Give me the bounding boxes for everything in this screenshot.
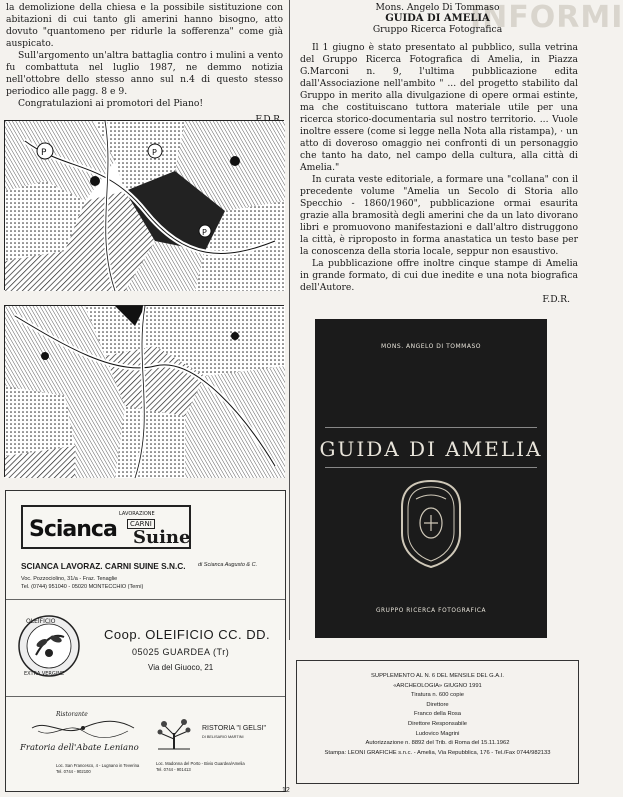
left-article: [6, 2, 283, 126]
town-plan-map-bottom: [4, 305, 284, 477]
scianca-address-line-2: Tel. (0744) 951040 - 05020 MONTECCHIO (Terni): [21, 584, 144, 590]
colophon-line-9: Stampa: LEONI GRAFICHE s.n.c. - Amelia, Via Repubblica, 176 - Tel./Fax 0744/982133: [324, 749, 551, 756]
article-title: GUIDA DI AMELIA: [385, 13, 490, 24]
ristorante-name: Fratoria dell'Abate Leniano: [20, 743, 139, 753]
gelsi-address: [156, 761, 245, 773]
scianca-logo-suine: Suine: [133, 527, 191, 548]
scianca-logo: [21, 505, 191, 549]
book-cover-title: GUIDA DI AMELIA: [319, 437, 543, 461]
column-divider: [289, 0, 290, 640]
left-paragraph-1: la demolizione della chiesa e la possibile sistituzione con abitazioni di cui tanto gli amerini hanno bisogno, atto dovuto "quantomeno per ridurle la sofferenza" come già auspicato.: [6, 2, 283, 49]
scianca-logo-word: Scianca: [29, 517, 117, 542]
oleificio-street: Via del Giuoco, 21: [148, 663, 214, 672]
page-number: 12: [282, 787, 290, 794]
scianca-logo-lavorazione: LAVORAZIONE: [119, 511, 155, 517]
oleificio-name: Coop. OLEIFICIO CC. DD.: [104, 627, 271, 642]
article-subtitle: Gruppo Ricerca Fotografica: [372, 24, 503, 35]
book-cover-author: MONS. ANGELO DI TOMMASO: [381, 343, 481, 350]
colophon-line-1: SUPPLEMENTO AL N. 6 DEL MENSILE DEL G.A.I.: [371, 673, 504, 679]
ristorante-address-line-1: Loc. San Francesco, 4 - Lugnano in Teverina: [56, 763, 140, 768]
ad-separator: [6, 599, 285, 600]
tree-logo-icon: [154, 715, 194, 751]
ristorante-address: [56, 763, 139, 775]
scianca-logo-carni: CARNI: [127, 519, 155, 529]
scianca-address: [21, 575, 143, 591]
scianca-address-line-1: Voc. Pozzociolino, 31/a - Fraz. Tenaglie: [21, 576, 118, 582]
gelsi-name: RISTORIA "I GELSI": [202, 725, 266, 732]
supplement-colophon: [296, 660, 579, 784]
book-cover-rule-bottom: [325, 467, 537, 468]
left-paragraph-3: Congratulazioni ai promotori del Piano!: [18, 98, 204, 109]
town-plan-map-top: [4, 120, 284, 290]
colophon-line-5: Franco della Rosa: [413, 711, 462, 718]
colophon-line-3: Tiratura n. 600 copie: [411, 692, 464, 699]
svg-text:P: P: [41, 148, 47, 158]
svg-text:EXTRA VERGINE: EXTRA VERGINE: [24, 671, 65, 677]
colophon-line-4: Direttore: [426, 701, 449, 708]
book-cover-image: [315, 319, 547, 638]
ornament-icon: [28, 717, 138, 739]
oleificio-city: 05025 GUARDEA (Tr): [132, 647, 230, 657]
right-paragraph-1: Il 1 giugno è stato presentato al pubblico, sulla vetrina del Gruppo Ricerca Fotografica di Amelia, in Piazza G.Marconi n. 9, l'ultima pubblicazione edita dall'Associazione nell'ambito " ... del progetto stabilito dal Gruppo in merito alla divulgazione di opere ormai estinte, ma che costituiscano tuttora materiale utile per una ricerca storico-documentaria sul nostro territorio. ... Vuole inoltre essere (come si legge nella Nota alla ristampa), · un atto di doveroso omaggio nei confronti di un personaggio che tanto ha dato, nel campo della cultura, alla città di Amelia.": [300, 42, 578, 173]
right-signature: F.D.R.: [542, 294, 570, 305]
gelsi-address-line-1: Loc. Madonna del Porto - Bivio Guardea/Amelia: [156, 761, 245, 766]
svg-text:P: P: [152, 148, 157, 157]
right-article-heading: [300, 2, 575, 35]
book-cover-rule-top: [325, 427, 537, 428]
ad-separator: [6, 696, 285, 697]
article-author: Mons. Angelo Di Tommaso: [375, 2, 500, 13]
colophon-line-7: Ludovico Magrini: [415, 730, 460, 737]
left-paragraph-2: Sull'argomento un'altra battaglia contro i mulini a vento fu combattuta nel luglio 1987, ne demmo notizia nell'ottobre dello stesso anno sul n.4 di questo stesso periodico alle pagg. 8 e 9.: [6, 50, 283, 97]
svg-text:P: P: [202, 228, 207, 237]
colophon-line-8: Autorizzazione n. 8892 del Trib. di Roma del 15.11.1962: [365, 740, 510, 747]
gelsi-owner: DI BELISARIO MARTINI: [202, 735, 244, 739]
right-article-body: [300, 42, 578, 294]
advertisements-box: [5, 490, 286, 792]
coat-of-arms-icon: [396, 477, 466, 569]
ristorante-address-line-2: Tel. 0744 - 902100: [56, 769, 91, 774]
colophon-line-6: Direttore Responsabile: [408, 720, 467, 727]
bleed-through-header: INFORMI: [470, 0, 623, 35]
right-paragraph-3: La pubblicazione offre inoltre cinque stampe di Amelia in grande formato, di cui due inedite e una nota biografica dell'Autore.: [300, 258, 578, 293]
book-cover-publisher: GRUPPO RICERCA FOTOGRAFICA: [375, 608, 487, 614]
scianca-owner: di Scianca Augusto & C.: [198, 562, 258, 568]
ristorante-label: Ristorante: [56, 711, 88, 718]
olive-oil-logo-icon: [14, 611, 84, 681]
scianca-company-name: SCIANCA LAVORAZ. CARNI SUINE S.N.C.: [21, 561, 186, 571]
colophon-line-2: «ARCHEOLOGIA» GIUGNO 1991: [393, 682, 482, 689]
svg-text:OLEIFICIO: OLEIFICIO: [26, 618, 56, 625]
gelsi-address-line-2: Tel. 0744 - 901413: [156, 767, 191, 772]
right-paragraph-2: In curata veste editoriale, a formare una "collana" con il precedente volume "Amelia un Secolo di Storia allo Specchio - 1860/1960", pubblicazione ormai esaurita grazie alla bramosità degli amerini che da un lato divorano libri e promuovono manifestazioni e dall'altro distruggono la città, è riproposto in forma anastatica un testo base per la conoscenza della storia locale, seppur non esaustivo.: [300, 174, 578, 257]
